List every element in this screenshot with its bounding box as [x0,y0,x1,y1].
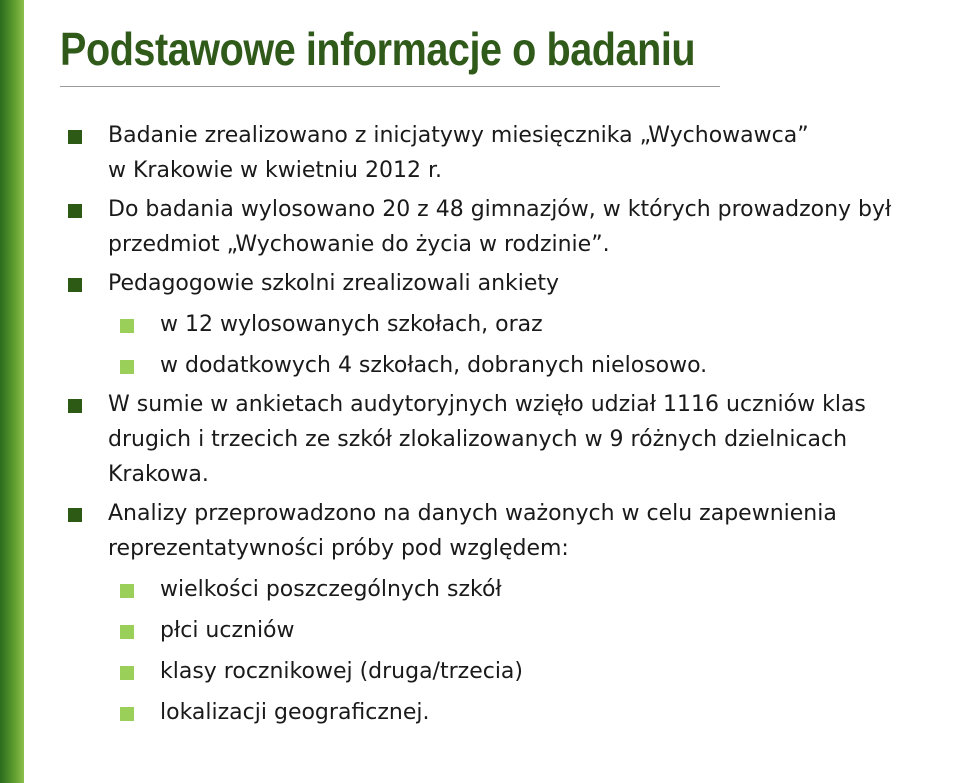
item-text: lokalizacji geograficznej. [160,700,430,725]
square-bullet-icon [68,278,82,292]
square-bullet-icon [68,130,82,144]
title-divider [60,86,720,87]
bullet-list [66,118,960,730]
square-bullet-icon [68,204,82,218]
list-item [66,118,960,188]
list-item [66,496,960,566]
item-text: przedmiot „Wychowanie do życia w rodzinie”. [108,232,610,257]
item-text: reprezentatywności próby pod względem: [108,536,569,561]
decorative-left-bar [0,0,24,783]
sub-list-item [66,348,960,383]
square-bullet-icon [120,625,134,639]
sub-list-item [66,613,960,648]
list-item [66,192,960,262]
square-bullet-icon [120,584,134,598]
sub-list-item [66,654,960,689]
list-item [66,387,960,492]
item-text: W sumie w ankietach audytoryjnych wzięło udział 1116 uczniów klas [108,392,866,417]
item-text: Analizy przeprowadzono na danych ważonych w celu zapewnienia [108,501,837,526]
item-text: drugich i trzecich ze szkół zlokalizowanych w 9 różnych dzielnicach [108,427,848,452]
square-bullet-icon [120,666,134,680]
slide-title: Podstawowe informacje o badaniu [60,23,696,75]
item-text: Badanie zrealizowano z inicjatywy miesięcznika „Wychowawca” [108,123,809,148]
item-text: Krakowa. [108,462,209,487]
square-bullet-icon [68,399,82,413]
item-text: klasy rocznikowej (druga/trzecia) [160,659,523,684]
item-text: w Krakowie w kwietniu 2012 r. [108,158,442,183]
square-bullet-icon [120,360,134,374]
square-bullet-icon [120,707,134,721]
sub-list-item [66,695,960,730]
item-text: płci uczniów [160,618,295,643]
item-text: Do badania wylosowano 20 z 48 gimnazjów, w których prowadzony był [108,197,892,222]
square-bullet-icon [120,319,134,333]
sub-list-item [66,572,960,607]
square-bullet-icon [68,508,82,522]
sub-list-item [66,307,960,342]
item-text: wielkości poszczególnych szkół [160,577,502,602]
list-item [66,266,960,301]
item-text: w dodatkowych 4 szkołach, dobranych nielosowo. [160,353,708,378]
item-text: Pedagogowie szkolni zrealizowali ankiety [108,271,560,296]
item-text: w 12 wylosowanych szkołach, oraz [160,312,543,337]
